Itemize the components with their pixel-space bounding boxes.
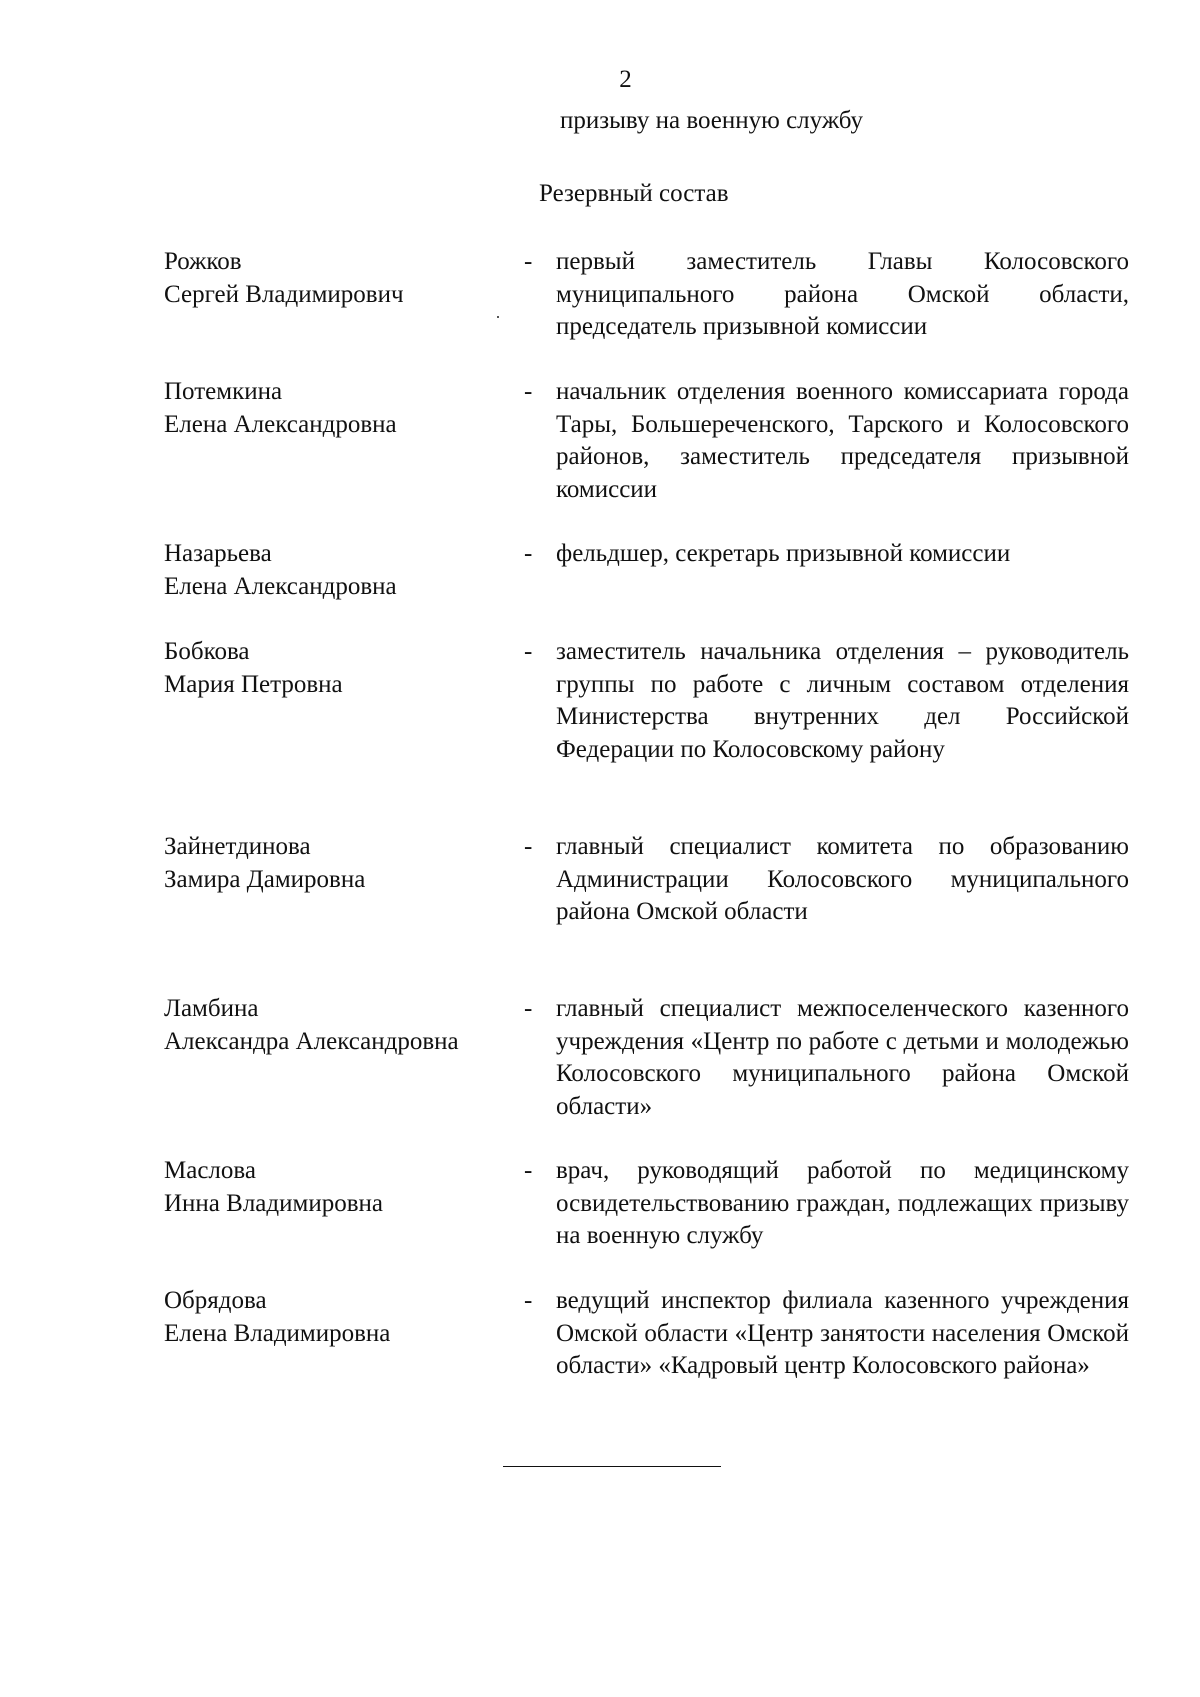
member-name (164, 636, 524, 799)
member-name (164, 831, 524, 961)
member-entry (164, 538, 1129, 604)
member-surname: Рожков (164, 248, 242, 275)
member-surname: Бобкова (164, 638, 250, 665)
member-entry (164, 636, 1129, 799)
member-entry (164, 376, 1129, 506)
member-name (164, 1155, 524, 1253)
member-position: начальник отделения военного комиссариата города Тары, Большереченского, Тарского и Колосовского районов, заместитель председателя призывной комиссии (556, 378, 1129, 503)
member-position: первый заместитель Главы Колосовского муниципального района Омской области, председатель призывной комиссии (556, 248, 1129, 340)
page-number: 2 (619, 66, 632, 93)
section-title: Резервный состав (539, 180, 729, 207)
member-dash: - (524, 995, 533, 1022)
member-position: врач, руководящий работой по медицинскому освидетельствованию граждан, подлежащих призыву на военную службу (556, 1157, 1129, 1249)
member-entry (164, 831, 1129, 961)
member-position: фельдшер, секретарь призывной комиссии (556, 540, 1011, 567)
member-given-names: Елена Владимировна (164, 1319, 391, 1347)
member-dash: - (524, 378, 533, 405)
member-position: главный специалист комитета по образованию Администрации Колосовского муниципального района Омской области (556, 833, 1129, 925)
member-dash: - (524, 540, 533, 567)
member-given-names: Александра Александровна (164, 1027, 459, 1055)
member-dash: - (524, 833, 533, 860)
member-surname: Маслова (164, 1157, 256, 1184)
member-given-names: Инна Владимировна (164, 1189, 383, 1217)
continued-text: призыву на военную службу (560, 107, 864, 134)
member-dash: - (524, 1287, 533, 1314)
member-given-names: Замира Дамировна (164, 865, 366, 893)
member-position: главный специалист межпоселенческого казенного учреждения «Центр по работе с детьми и молодежью Колосовского муниципального района Омской области» (556, 995, 1129, 1120)
member-position: заместитель начальника отделения – руководитель группы по работе с личным составом отделения Министерства внутренних дел Российской Федерации по Колосовскому району (556, 638, 1129, 763)
member-surname: Зайнетдинова (164, 833, 311, 860)
member-name (164, 246, 524, 344)
member-given-names: Елена Александровна (164, 410, 397, 438)
member-surname: Обрядова (164, 1287, 267, 1314)
member-surname: Назарьева (164, 540, 272, 567)
member-given-names: Сергей Владимирович (164, 280, 404, 308)
member-entry (164, 246, 1129, 344)
member-surname: Потемкина (164, 378, 283, 405)
member-name (164, 376, 524, 506)
member-name (164, 993, 524, 1123)
member-entry (164, 993, 1129, 1123)
member-name (164, 1285, 524, 1415)
member-given-names: Мария Петровна (164, 670, 343, 698)
member-dash: - (524, 1157, 533, 1184)
member-given-names: Елена Александровна (164, 572, 397, 600)
member-entry (164, 1155, 1129, 1253)
member-name (164, 538, 524, 604)
end-separator-line (503, 1466, 721, 1467)
member-dash: - (524, 638, 533, 665)
member-entry (164, 1285, 1129, 1415)
member-dash: - (524, 248, 533, 275)
member-surname: Ламбина (164, 995, 259, 1022)
member-list (164, 246, 1129, 1447)
member-position: ведущий инспектор филиала казенного учреждения Омской области «Центр занятости населения Омской области» «Кадровый центр Колосовского района» (556, 1287, 1129, 1379)
